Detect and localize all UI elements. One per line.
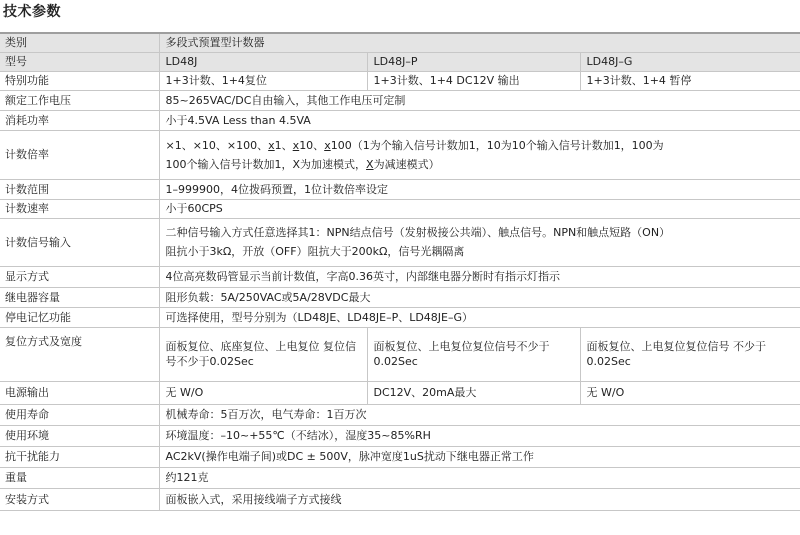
reset-cell: 面板复位、底座复位、上电复位 复位信号不少于0.02Sec [159,327,367,381]
table-row [0,425,800,446]
row-value: 4位高亮数码管显示当前计数值，字高0.36英寸，内部继电器分断时有指示灯指示 [159,266,800,287]
model-cell: LD48J [159,52,367,71]
table-row [0,404,800,425]
table-row [0,381,800,404]
row-label: 复位方式及宽度 [0,327,159,381]
row-value: AC2kV(操作电端子间)或DC ± 500V，脉冲宽度1uS扰动下继电器正常工作 [159,446,800,467]
table-row [0,287,800,307]
row-value: 环境温度：–10~+55℃（不结冰），湿度35~85%RH [159,425,800,446]
table-row [0,33,800,52]
table-row [0,467,800,488]
table-row [0,110,800,130]
signal-line-2: 阻抗小于3kΩ，开放（OFF）阻抗大于200kΩ，信号光耦隔离 [165,245,465,258]
row-label: 计数速率 [0,199,159,218]
table-row [0,446,800,467]
row-label: 电源输出 [0,381,159,404]
row-label: 计数信号输入 [0,218,159,266]
reset-cell: 面板复位、上电复位复位信号不少于0.02Sec [367,327,580,381]
row-label: 安装方式 [0,488,159,510]
row-value: 1–999900，4位拨码预置，1位计数倍率设定 [159,179,800,199]
table-row [0,179,800,199]
special-cell: 1+3计数、1+4复位 [159,71,367,90]
row-label: 计数倍率 [0,130,159,179]
row-label: 抗干扰能力 [0,446,159,467]
table-row [0,327,800,381]
table-row [0,218,800,266]
row-value: 可选择使用，型号分别为（LD48JE、LD48JE–P、LD48JE–G） [159,307,800,327]
page-title: 技术参数 [3,4,61,20]
row-value [159,130,800,179]
multiplier-line-2: 100个输入信号计数加1，X为加速模式，X为减速模式） [165,157,440,171]
multiplier-line-1: ×1、×10、×100、x1、x10、x100（1为个输入信号计数加1，10为10个输入信号计数加1，100为 [165,138,664,152]
row-label: 显示方式 [0,266,159,287]
model-cell: LD48J–G [580,52,800,71]
row-label: 使用寿命 [0,404,159,425]
table-row [0,71,800,90]
table-row [0,199,800,218]
row-label: 类别 [0,33,159,52]
output-cell: 无 W/O [580,381,800,404]
table-row [0,90,800,110]
table-row [0,52,800,71]
table-row [0,266,800,287]
signal-line-1: 二种信号输入方式任意选择其1：NPN结点信号（发射极接公共端）、触点信号。NPN和触点短路（ON） [165,226,671,239]
row-label: 消耗功率 [0,110,159,130]
reset-cell: 面板复位、上电复位复位信号 不少于0.02Sec [580,327,800,381]
row-label: 停电记忆功能 [0,307,159,327]
special-cell: 1+3计数、1+4 暂停 [580,71,800,90]
row-value: 阻形负载：5A/250VAC或5A/28VDC最大 [159,287,800,307]
table-row [0,130,800,179]
spec-table [0,32,800,511]
row-value [159,218,800,266]
row-label: 计数范围 [0,179,159,199]
table-row [0,488,800,510]
row-value: 小于4.5VA Less than 4.5VA [159,110,800,130]
row-value: 小于60CPS [159,199,800,218]
output-cell: DC12V、20mA最大 [367,381,580,404]
row-label: 继电器容量 [0,287,159,307]
table-row [0,307,800,327]
row-value: 机械寿命：5百万次，电气寿命：1百万次 [159,404,800,425]
row-value: 约121克 [159,467,800,488]
row-label: 特别功能 [0,71,159,90]
row-value: 85~265VAC/DC自由输入，其他工作电压可定制 [159,90,800,110]
output-cell: 无 W/O [159,381,367,404]
row-label: 使用环境 [0,425,159,446]
row-label: 重量 [0,467,159,488]
row-label: 额定工作电压 [0,90,159,110]
model-cell: LD48J–P [367,52,580,71]
row-label: 型号 [0,52,159,71]
special-cell: 1+3计数、1+4 DC12V 输出 [367,71,580,90]
row-value: 面板嵌入式，采用接线端子方式接线 [159,488,800,510]
row-value: 多段式预置型计数器 [159,33,800,52]
